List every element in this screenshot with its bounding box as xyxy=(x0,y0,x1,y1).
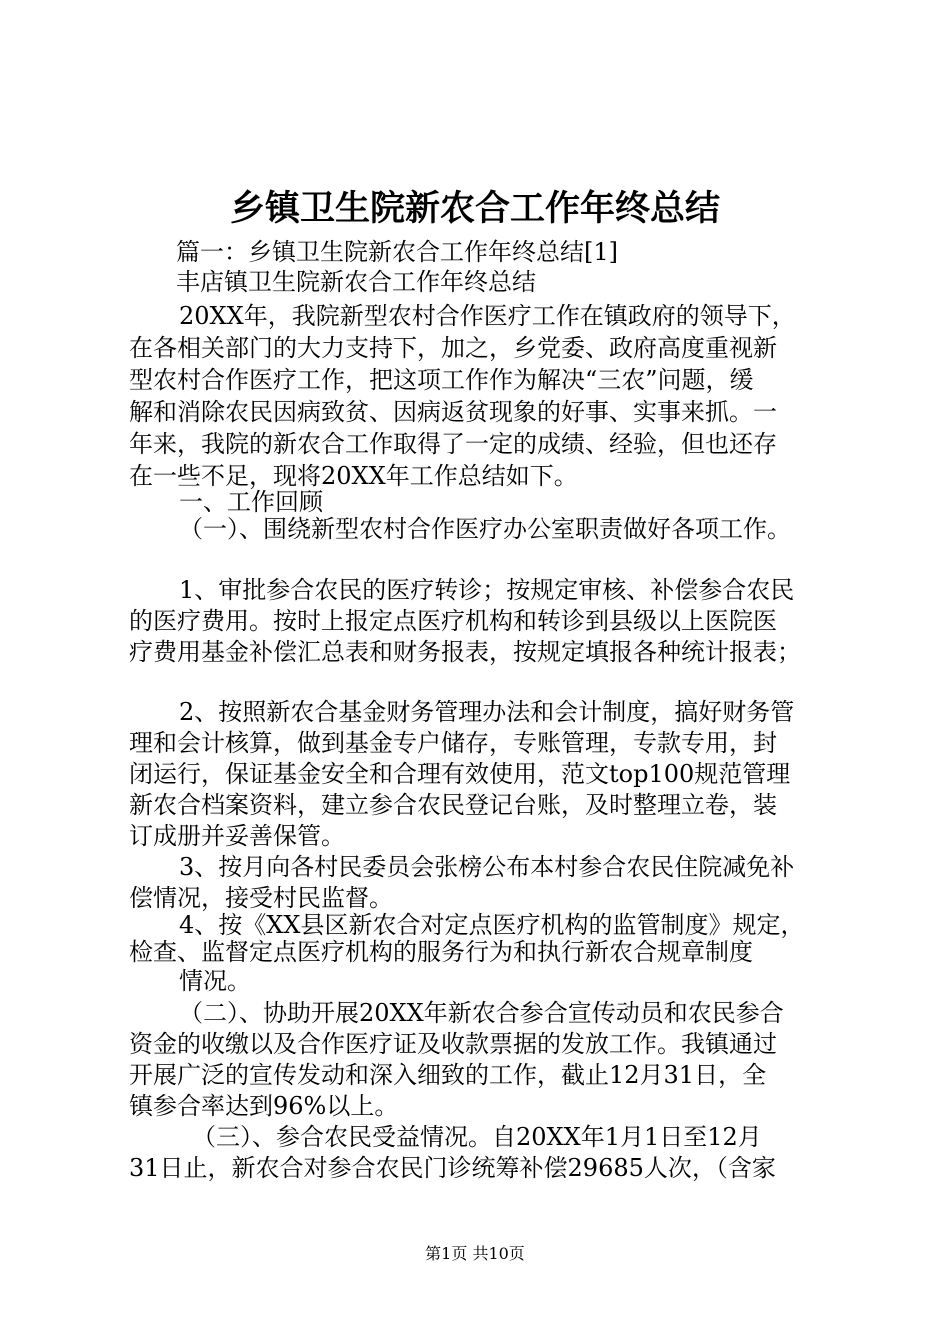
text-line: 的医疗费用。按时上报定点医疗机构和转诊到县级以上医院医 xyxy=(129,607,777,635)
text-line: 20XX年，我院新型农村合作医疗工作在镇政府的领导下， xyxy=(179,302,796,330)
text-line: 年来，我院的新农合工作取得了一定的成绩、经验，但也还存 xyxy=(129,430,777,458)
document-title: 乡镇卫生院新农合工作年终总结 xyxy=(229,188,720,229)
text-line: 开展广泛的宣传发动和深入细致的工作，截止12月31日，全 xyxy=(129,1061,767,1089)
text-line: 3、按月向各村民委员会张榜公布本村参合农民住院减免补 xyxy=(179,853,795,881)
text-line: 2、按照新农合基金财务管理办法和会计制度，搞好财务管 xyxy=(179,698,795,726)
text-line: 镇参合率达到96%以上。 xyxy=(129,1092,399,1120)
text-line: 31日止，新农合对参合农民门诊统筹补偿29685人次，（含家 xyxy=(129,1154,776,1182)
text-line: 疗费用基金补偿汇总表和财务报表，按规定填报各种统计报表； xyxy=(129,638,801,666)
section-heading: 一、工作回顾 xyxy=(179,488,323,516)
text-line: 情况。 xyxy=(179,967,251,995)
text-line: 资金的收缴以及合作医疗证及收款票据的发放工作。我镇通过 xyxy=(129,1030,777,1058)
text-line: 1、审批参合农民的医疗转诊；按规定审核、补偿参合农民 xyxy=(179,576,795,604)
subsection-line: （三）、参合农民受益情况。自20XX年1月1日至12月 xyxy=(192,1123,762,1151)
text-line: 理和会计核算，做到基金专户储存，专账管理，专款专用，封 xyxy=(129,729,777,757)
subsection-heading: （一）、围绕新型农村合作医疗办公室职责做好各项工作。 xyxy=(179,515,791,543)
text-line: 型农村合作医疗工作，把这项工作作为解决“三农”问题，缓 xyxy=(129,366,754,394)
text-line: 检查、监督定点医疗机构的服务行为和执行新农合规章制度 xyxy=(129,938,753,966)
text-line: 在一些不足，现将20XX年工作总结如下。 xyxy=(129,462,578,490)
text-line: 解和消除农民因病致贫、因病返贫现象的好事、实事来抓。一 xyxy=(129,398,777,426)
subsection-line: （二）、协助开展20XX年新农合参合宣传动员和农民参合 xyxy=(179,999,784,1027)
subtitle-line: 篇一：乡镇卫生院新农合工作年终总结[1] xyxy=(176,238,618,266)
text-line: 新农合档案资料，建立参合农民登记台账，及时整理立卷，装 xyxy=(129,791,777,819)
text-line: 闭运行，保证基金安全和合理有效使用，范文top100规范管理 xyxy=(129,760,791,788)
text-line: 4、按《XX县区新农合对定点医疗机构的监管制度》规定， xyxy=(179,911,805,939)
heading-line: 丰店镇卫生院新农合工作年终总结 xyxy=(176,268,536,296)
text-line: 偿情况，接受村民监督。 xyxy=(129,884,393,912)
page-indicator: 第1页 共10页 xyxy=(425,1244,525,1263)
text-line: 订成册并妥善保管。 xyxy=(129,822,345,850)
text-line: 在各相关部门的大力支持下，加之，乡党委、政府高度重视新 xyxy=(129,334,777,362)
